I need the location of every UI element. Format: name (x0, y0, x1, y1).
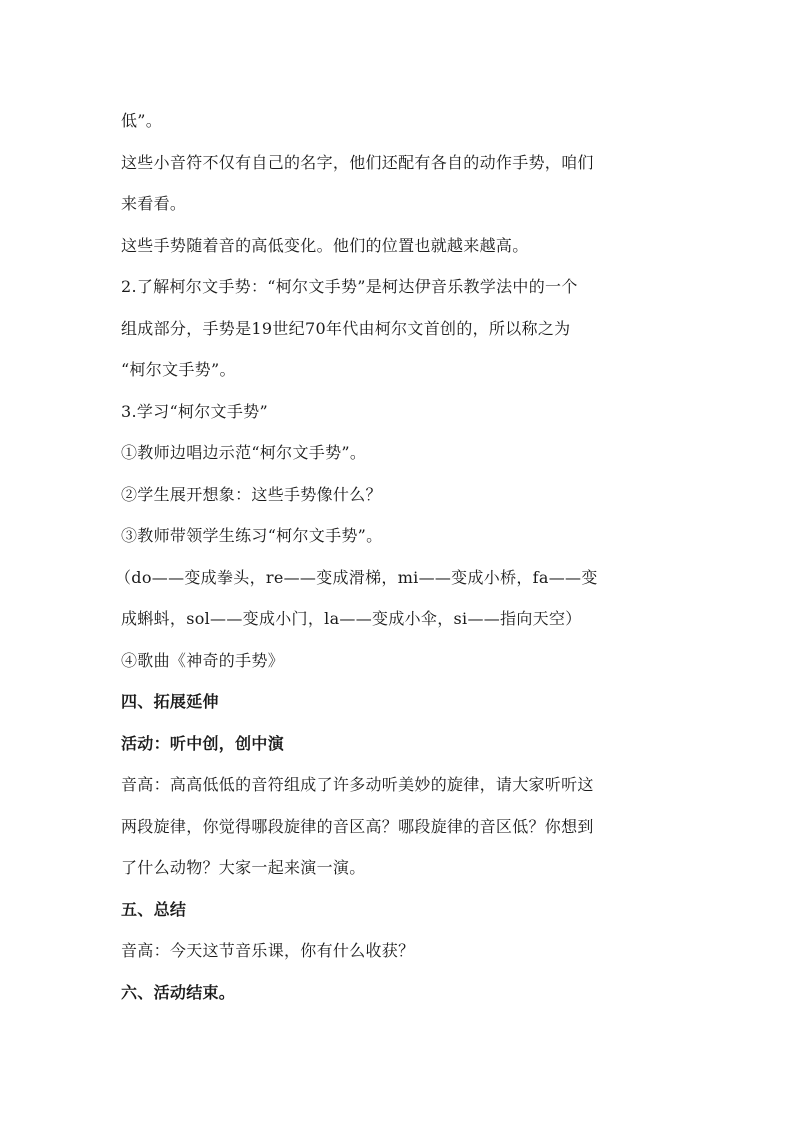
text-line: 音高：高高低低的音符组成了许多动听美妙的旋律，请大家听听这 (121, 775, 594, 794)
text-line: 3.学习“柯尔文手势” (121, 401, 268, 421)
text-line: 两段旋律，你觉得哪段旋律的音区高？哪段旋律的音区低？你想到 (121, 816, 594, 836)
text-line: 低”。 (121, 111, 163, 130)
document-body (115, 100, 671, 1013)
text-line: （do——变成拳头，re——变成滑梯，mi——变成小桥，fa——变 (115, 567, 598, 587)
section-heading: 四、拓展延伸 (121, 692, 219, 711)
text-line: ③教师带领学生练习“柯尔文手势”。 (121, 526, 383, 545)
text-line: ①教师边唱边示范“柯尔文手势”。 (121, 443, 367, 462)
section-heading: 五、总结 (121, 899, 187, 919)
text-line: 这些手势随着音的高低变化。他们的位置也就越来越高。 (121, 235, 529, 255)
activity-heading: 活动：听中创，创中演 (121, 733, 285, 753)
text-line: 了什么动物？大家一起来演一演。 (121, 858, 366, 877)
text-line: 这些小音符不仅有自己的名字，他们还配有各自的动作手势，咱们 (121, 152, 594, 172)
text-line: 音高：今天这节音乐课，你有什么收获？ (121, 941, 415, 960)
text-line: ④歌曲《神奇的手势》 (121, 650, 285, 670)
section-heading: 六、活动结束。 (121, 982, 236, 1002)
text-line: 2.了解柯尔文手势：“柯尔文手势”是柯达伊音乐教学法中的一个 (121, 277, 578, 296)
text-line: ②学生展开想象：这些手势像什么？ (121, 484, 382, 504)
text-line: “柯尔文手势”。 (121, 360, 236, 379)
text-line: 组成部分，手势是19世纪70年代由柯尔文首创的，所以称之为 (121, 318, 571, 338)
text-line: 成蝌蚪，sol——变成小门，la——变成小伞，si——指向天空） (121, 609, 582, 628)
text-line: 来看看。 (121, 194, 187, 213)
